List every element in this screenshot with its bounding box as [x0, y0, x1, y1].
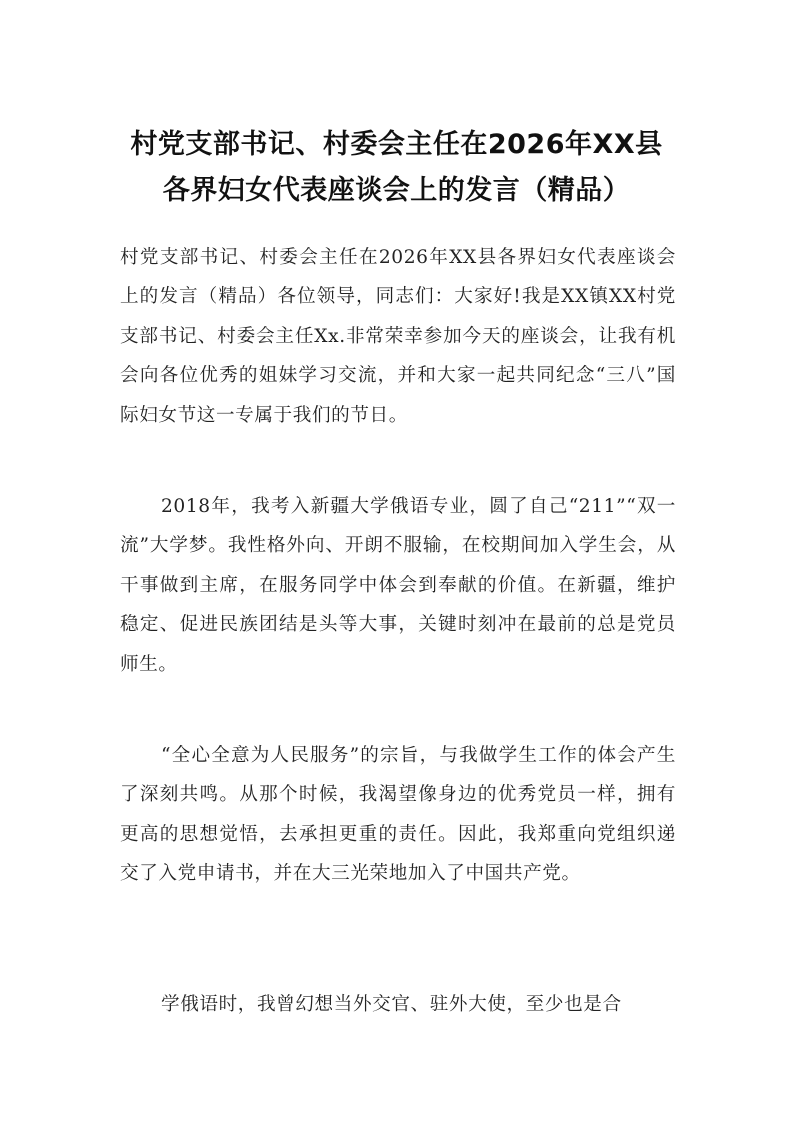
paragraph-2: 2018年，我考入新疆大学俄语专业，圆了自己“211”“双一流”大学梦。我性格外向、开朗不服输，在校期间加入学生会，从干事做到主席，在服务同学中体会到奉献的价值。在新疆，维护稳定、促进民族团结是头等大事，关键时刻冲在最前的总是党员师生。: [120, 496, 676, 675]
title-line-2: 各界妇女代表座谈会上的发言（精品）: [162, 175, 631, 206]
paragraph-1: 村党支部书记、村委会主任在2026年XX县各界妇女代表座谈会上的发言（精品）各位领导，同志们：大家好!我是XX镇XX村党支部书记、村委会主任Xx.非常荣幸参加今天的座谈会，让我有机会向各位优秀的姐妹学习交流，并和大家一起共同纪念“三八”国际妇女节这一专属于我们的节日。: [120, 247, 676, 426]
paragraph-3: “全心全意为人民服务”的宗旨，与我做学生工作的体会产生了深刻共鸣。从那个时候，我渴望像身边的优秀党员一样，拥有更高的思想觉悟，去承担更重的责任。因此，我郑重向党组织递交了入党申请书，并在大三光荣地加入了中国共产党。: [120, 745, 676, 885]
paragraph-4: 学俄语时，我曾幻想当外交官、驻外大使，至少也是合: [161, 994, 622, 1015]
title-line-1: 村党支部书记、村委会主任在2026年XX县: [130, 129, 663, 160]
document-title: [100, 122, 693, 214]
